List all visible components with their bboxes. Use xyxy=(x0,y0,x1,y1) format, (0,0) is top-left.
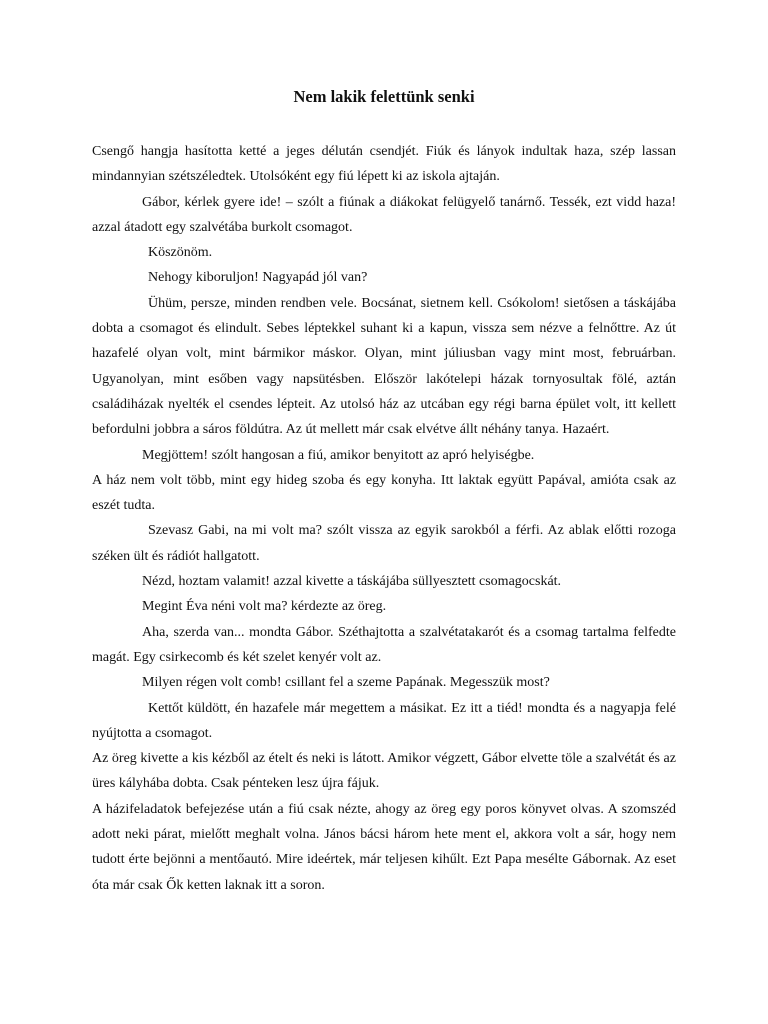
paragraph-5: Ühüm, persze, minden rendben vele. Bocsánat, sietnem kell. Csókolom! sietősen a táskájába dobta a csomagot és elindult. Sebes léptekkel suhant ki a kapun, vissza sem nézve a felnőttre. Az út hazafelé olyan volt, mint bármikor máskor. Olyan, mint júliusban vagy mint most, februárban. Ugyanolyan, mint esőben vagy napsütésben. Először lakótelepi házak tornyosultak fölé, aztán családiházak nyelték el csendes lépteit. Az utolsó ház az utcában egy régi barna épület volt, itt kellett befordulni jobbra a sáros földútra. Az út mellett már csak elvétve állt néhány tanya. Hazaért. xyxy=(92,295,676,438)
paragraph-6: Megjöttem! szólt hangosan a fiú, amikor benyitott az apró helyiségbe. xyxy=(142,447,535,463)
document-title: Nem lakik felettünk senki xyxy=(293,87,475,106)
paragraph-2: Gábor, kérlek gyere ide! – szólt a fiúnak a diákokat felügyelő tanárnő. Tessék, ezt vidd haza! azzal átadott egy szalvétába burkolt csomagot. xyxy=(92,194,676,235)
paragraph-3: Köszönöm. xyxy=(148,245,213,261)
paragraph-15: A házifeladatok befejezése után a fiú csak nézte, ahogy az öreg egy poros könyvet olvas. A szomszéd adott neki párat, mielőtt meghalt volna. János bácsi három hete ment el, akkora volt a sár, hogy nem tudott érte bejönni a mentőautó. Mire ideértek, már teljesen kihűlt. Ezt Papa mesélte Gábornak. Az eset óta már csak Ők ketten laknak itt a soron. xyxy=(92,801,676,893)
paragraph-12: Milyen régen volt comb! csillant fel a szeme Papának. Megesszük most? xyxy=(142,675,550,691)
document-body xyxy=(92,139,676,898)
paragraph-13: Kettőt küldött, én hazafele már megettem a másikat. Ez itt a tiéd! mondta és a nagyapja felé nyújtotta a csomagot. xyxy=(92,700,676,741)
paragraph-8: Szevasz Gabi, na mi volt ma? szólt vissza az egyik sarokból a férfi. Az ablak előtti rozoga széken ült és rádiót hallgatott. xyxy=(92,523,676,564)
paragraph-14: Az öreg kivette a kis kézből az ételt és neki is látott. Amikor végzett, Gábor elvette töle a szalvétát és az üres kályhába dobta. Csak pénteken lesz újra fájuk. xyxy=(92,751,676,792)
paragraph-1: Csengő hangja hasította ketté a jeges délután csendjét. Fiúk és lányok indultak haza, szép lassan mindannyian szétszéledtek. Utolsóként egy fiú lépett ki az iskola ajtaján. xyxy=(92,144,676,185)
paragraph-10: Megint Éva néni volt ma? kérdezte az öreg. xyxy=(142,599,387,615)
paragraph-11: Aha, szerda van... mondta Gábor. Széthajtotta a szalvétatakarót és a csomag tartalma felfedte magát. Egy csirkecomb és két szelet kenyér volt az. xyxy=(92,624,676,665)
paragraph-4: Nehogy kiboruljon! Nagyapád jól van? xyxy=(148,270,368,286)
paragraph-9: Nézd, hoztam valamit! azzal kivette a táskájába süllyesztett csomagocskát. xyxy=(142,574,562,590)
paragraph-7: A ház nem volt több, mint egy hideg szoba és egy konyha. Itt laktak együtt Papával, amióta csak az eszét tudta. xyxy=(92,472,676,514)
